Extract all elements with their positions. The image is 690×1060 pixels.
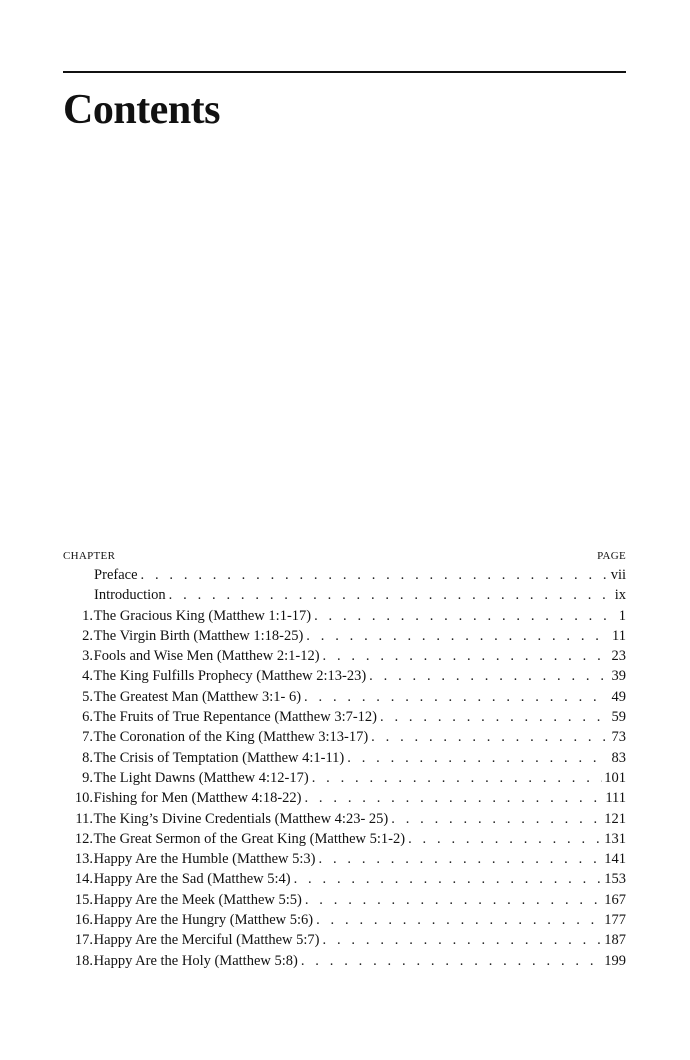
chapter-column-label: CHAPTER bbox=[63, 550, 116, 562]
toc-entry bbox=[63, 727, 626, 747]
toc-entry-title: Happy Are the Holy (Matthew 5:8) bbox=[93, 952, 298, 969]
toc-entry-title: The Gracious King (Matthew 1:1-17) bbox=[93, 607, 312, 624]
toc-header bbox=[63, 547, 626, 565]
toc-entry-title: Preface bbox=[94, 567, 138, 583]
toc-entry-number: 16. bbox=[74, 912, 93, 929]
toc-entry-leader bbox=[303, 626, 608, 646]
toc-entry-page: 121 bbox=[604, 810, 626, 827]
toc-entry-leader bbox=[388, 809, 602, 829]
toc-entry-page: 49 bbox=[611, 688, 626, 705]
toc-entry-page: 101 bbox=[604, 769, 626, 786]
toc-entry-leader bbox=[368, 727, 608, 747]
table-of-contents bbox=[63, 547, 626, 971]
toc-entry-page: 187 bbox=[604, 932, 626, 949]
toc-entry-title: The Crisis of Temptation (Matthew 4:1-11) bbox=[93, 749, 345, 766]
toc-entry-leader bbox=[320, 930, 603, 950]
toc-entry-leader bbox=[301, 788, 603, 808]
toc-entry-page: 39 bbox=[611, 668, 626, 685]
toc-entry-leader bbox=[302, 890, 602, 910]
toc-entry-leader bbox=[291, 869, 603, 889]
toc-list bbox=[63, 565, 626, 971]
toc-entry-number: 12. bbox=[74, 830, 93, 847]
toc-entry-page: 11 bbox=[612, 627, 626, 644]
toc-entry-title: The Light Dawns (Matthew 4:12-17) bbox=[93, 769, 309, 786]
toc-entry-number: 5. bbox=[82, 688, 93, 705]
toc-entry-number: 11. bbox=[75, 810, 93, 827]
toc-entry-page: 73 bbox=[611, 729, 626, 746]
toc-entry-title: The Great Sermon of the Great King (Matthew 5:1-2) bbox=[93, 830, 406, 847]
toc-entry-page: vii bbox=[610, 567, 626, 583]
toc-entry-leader bbox=[313, 910, 602, 930]
toc-entry-page: 199 bbox=[604, 952, 626, 969]
toc-entry bbox=[63, 748, 626, 768]
toc-entry-title: The Fruits of True Repentance (Matthew 3:7-12) bbox=[93, 709, 378, 726]
toc-entry-leader bbox=[316, 849, 603, 869]
toc-entry-page: 141 bbox=[604, 851, 626, 868]
toc-entry-number: 4. bbox=[82, 668, 93, 685]
toc-entry bbox=[63, 565, 626, 585]
toc-entry-page: 83 bbox=[611, 749, 626, 766]
toc-entry-number: 3. bbox=[82, 648, 93, 665]
toc-entry bbox=[63, 606, 626, 626]
toc-entry bbox=[63, 930, 626, 950]
top-rule bbox=[63, 71, 626, 73]
toc-entry-page: 177 bbox=[604, 912, 626, 929]
toc-entry-number: 6. bbox=[82, 709, 93, 726]
toc-entry bbox=[63, 788, 626, 808]
toc-entry-number: 9. bbox=[82, 769, 93, 786]
toc-entry-page: 167 bbox=[604, 891, 626, 908]
toc-entry-page: 131 bbox=[604, 830, 626, 847]
toc-entry-number: 2. bbox=[82, 627, 93, 644]
toc-entry-title: Happy Are the Hungry (Matthew 5:6) bbox=[93, 912, 314, 929]
toc-entry bbox=[63, 666, 626, 686]
toc-entry-number: 13. bbox=[74, 851, 93, 868]
toc-entry-number: 14. bbox=[74, 871, 93, 888]
toc-entry bbox=[63, 687, 626, 707]
page-title: Contents bbox=[63, 87, 221, 133]
toc-entry bbox=[63, 910, 626, 930]
toc-entry-title: Fishing for Men (Matthew 4:18-22) bbox=[93, 790, 302, 807]
toc-entry-number: 17. bbox=[74, 932, 93, 949]
toc-entry bbox=[63, 890, 626, 910]
toc-entry-leader bbox=[298, 951, 602, 971]
toc-entry bbox=[63, 768, 626, 788]
toc-entry-title: The King Fulfills Prophecy (Matthew 2:13-23) bbox=[93, 668, 367, 685]
toc-entry-title: Happy Are the Merciful (Matthew 5:7) bbox=[93, 932, 320, 949]
toc-entry-page: 153 bbox=[604, 871, 626, 888]
toc-entry bbox=[63, 849, 626, 869]
page-column-label: PAGE bbox=[597, 550, 626, 562]
toc-entry-title: The Virgin Birth (Matthew 1:18-25) bbox=[93, 627, 304, 644]
toc-entry bbox=[63, 809, 626, 829]
toc-entry-leader bbox=[405, 829, 602, 849]
toc-entry-title: Introduction bbox=[93, 587, 166, 604]
toc-entry-leader bbox=[320, 646, 608, 666]
toc-entry-title: Happy Are the Humble (Matthew 5:3) bbox=[93, 851, 316, 868]
toc-entry-leader bbox=[311, 606, 608, 626]
toc-entry bbox=[63, 829, 626, 849]
toc-entry-number: 10. bbox=[74, 790, 93, 807]
toc-entry-number: 7. bbox=[82, 729, 93, 746]
toc-entry-title: Happy Are the Sad (Matthew 5:4) bbox=[93, 871, 291, 888]
toc-entry bbox=[63, 646, 626, 666]
toc-entry-page: ix bbox=[614, 587, 626, 604]
toc-entry-leader bbox=[301, 687, 608, 707]
toc-entry-leader bbox=[166, 585, 608, 605]
toc-entry-leader bbox=[344, 748, 608, 768]
toc-entry-page: 23 bbox=[611, 648, 626, 665]
toc-entry bbox=[63, 585, 626, 605]
toc-entry-title: Fools and Wise Men (Matthew 2:1-12) bbox=[93, 648, 320, 665]
toc-entry-page: 111 bbox=[605, 790, 626, 807]
toc-entry bbox=[63, 707, 626, 727]
toc-entry bbox=[63, 869, 626, 889]
toc-entry-number: 8. bbox=[82, 749, 93, 766]
toc-entry-number: 15. bbox=[74, 891, 93, 908]
toc-entry-leader bbox=[366, 666, 608, 686]
toc-entry-number: 18. bbox=[74, 952, 93, 969]
toc-entry-title: The King’s Divine Credentials (Matthew 4:23- 25) bbox=[93, 810, 389, 827]
toc-entry-title: The Greatest Man (Matthew 3:1- 6) bbox=[93, 688, 302, 705]
toc-entry bbox=[63, 951, 626, 971]
toc-entry bbox=[63, 626, 626, 646]
toc-entry-number: 1. bbox=[82, 607, 93, 624]
toc-entry-page: 59 bbox=[611, 709, 626, 726]
toc-entry-title: The Coronation of the King (Matthew 3:13-17) bbox=[93, 729, 369, 746]
toc-entry-title: Happy Are the Meek (Matthew 5:5) bbox=[93, 891, 302, 908]
toc-entry-leader bbox=[138, 565, 608, 585]
toc-entry-leader bbox=[377, 707, 608, 727]
toc-entry-leader bbox=[309, 768, 603, 788]
toc-entry-page: 1 bbox=[618, 607, 626, 624]
